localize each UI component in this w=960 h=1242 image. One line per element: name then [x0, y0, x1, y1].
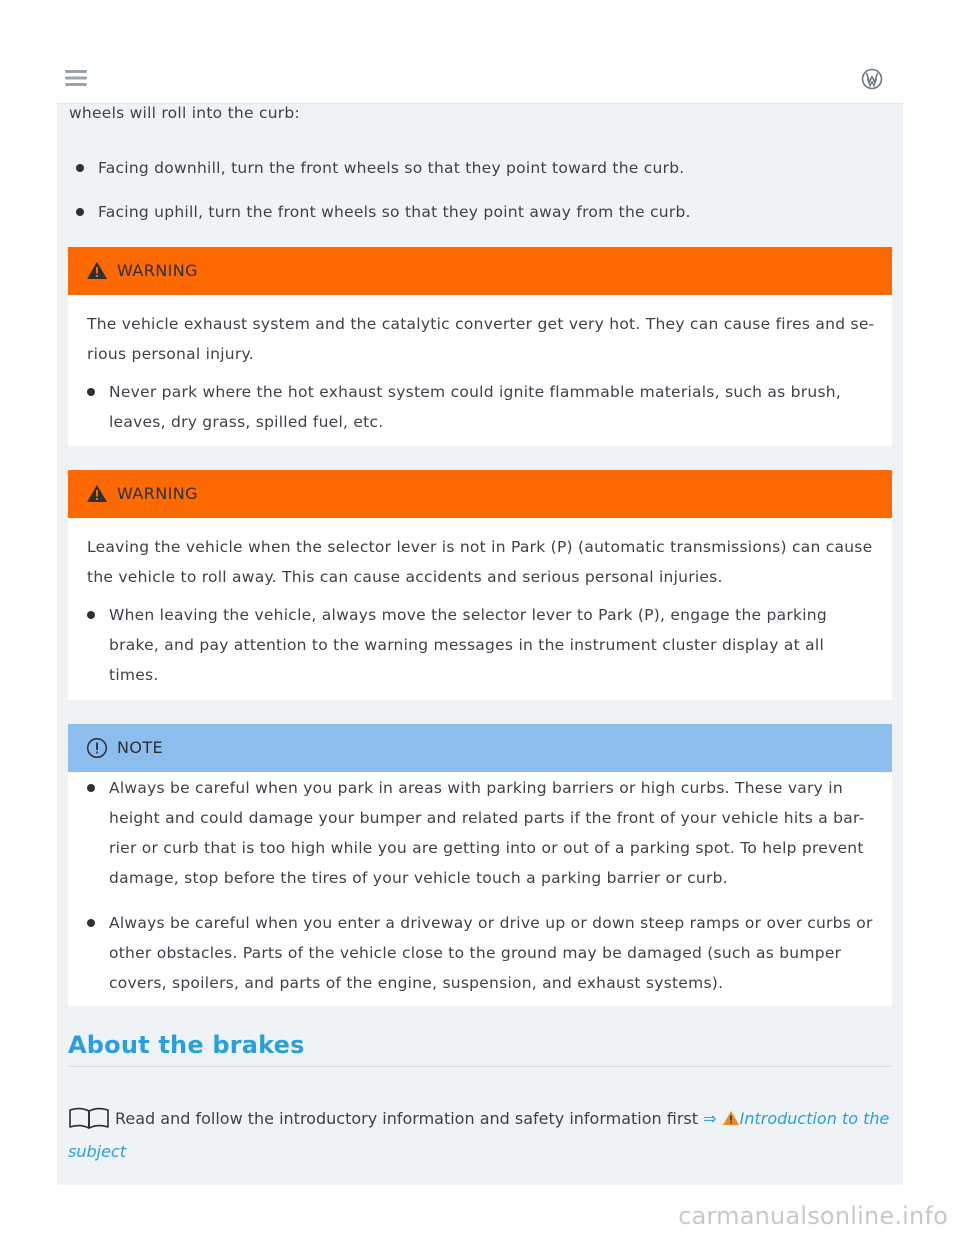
list-item-continued: damage, stop before the tires of your vehicle touch a parking barrier or curb. — [109, 869, 728, 887]
note-label: NOTE — [117, 738, 164, 757]
warning-box — [68, 247, 892, 446]
intro-sentence: Read and follow the introductory information and safety information first — [115, 1109, 699, 1128]
list-item: When leaving the vehicle, always move the selector lever to Park (P), engage the parking — [109, 600, 879, 630]
note-box — [68, 724, 892, 1006]
warning-header — [68, 247, 892, 295]
top-bar — [57, 55, 903, 104]
list-item-continued: covers, spoilers, and parts of the engine, suspension, and exhaust systems). — [109, 974, 724, 992]
list-item-continued: brake, and pay attention to the warning messages in the instrument cluster display at all — [109, 636, 825, 654]
warning-triangle-icon — [86, 261, 108, 284]
warning-header — [68, 470, 892, 518]
list-item: Facing uphill, turn the front wheels so that they point away from the curb. — [98, 197, 691, 227]
section-intro — [68, 1105, 890, 1166]
warning-box — [68, 470, 892, 700]
bullet-dot — [76, 164, 84, 172]
list-item: Always be careful when you park in areas with parking barriers or high curbs. These vary in — [109, 773, 879, 803]
bullet-dot — [87, 388, 95, 396]
section-heading: About the brakes — [68, 1031, 305, 1059]
warning-text-line: Leaving the vehicle when the selector lever is not in Park (P) (automatic transmissions) can cause — [87, 538, 873, 556]
page-content — [57, 104, 903, 1185]
list-item: Always be careful when you enter a driveway or drive up or down steep ramps or over curbs or — [109, 908, 879, 938]
warning-triangle-icon — [86, 484, 108, 507]
list-item-continued: height and could damage your bumper and related parts if the front of your vehicle hits a bar- — [109, 809, 865, 827]
bullet-dot — [87, 784, 95, 792]
open-book-icon — [68, 1107, 110, 1138]
warning-triangle-icon — [722, 1107, 740, 1135]
intro-text: wheels will roll into the curb: — [69, 104, 300, 122]
list-item-continued: rier or curb that is too high while you are getting into or out of a parking spot. To help prevent — [109, 839, 864, 857]
intro-link[interactable]: Introduction to the — [739, 1109, 890, 1128]
warning-text-line: rious personal injury. — [87, 345, 254, 363]
watermark: carmanualsonline.info — [678, 1202, 948, 1230]
list-item: Facing downhill, turn the front wheels so that they point toward the curb. — [98, 153, 684, 183]
exclamation-circle-icon — [86, 737, 108, 763]
link-arrow[interactable]: ⇒ — [703, 1109, 717, 1128]
list-item-continued: times. — [109, 666, 159, 684]
intro-link-cont[interactable]: subject — [68, 1142, 126, 1161]
list-item-continued: other obstacles. Parts of the vehicle close to the ground may be damaged (such as bumper — [109, 944, 842, 962]
bullet-dot — [87, 919, 95, 927]
menu-icon[interactable] — [65, 69, 87, 91]
list-item: Never park where the hot exhaust system could ignite flammable materials, such as brush, — [109, 377, 879, 407]
heading-divider — [68, 1066, 892, 1067]
note-header — [68, 724, 892, 772]
warning-text-line: the vehicle to roll away. This can cause accidents and serious personal injuries. — [87, 568, 723, 586]
warning-label: WARNING — [117, 261, 198, 280]
list-item-continued: leaves, dry grass, spilled fuel, etc. — [109, 413, 384, 431]
warning-label: WARNING — [117, 484, 198, 503]
bullet-dot — [87, 611, 95, 619]
vw-logo-icon[interactable] — [861, 68, 883, 94]
warning-text-line: The vehicle exhaust system and the catalytic converter get very hot. They can cause fires and se- — [87, 315, 875, 333]
bullet-dot — [76, 208, 84, 216]
